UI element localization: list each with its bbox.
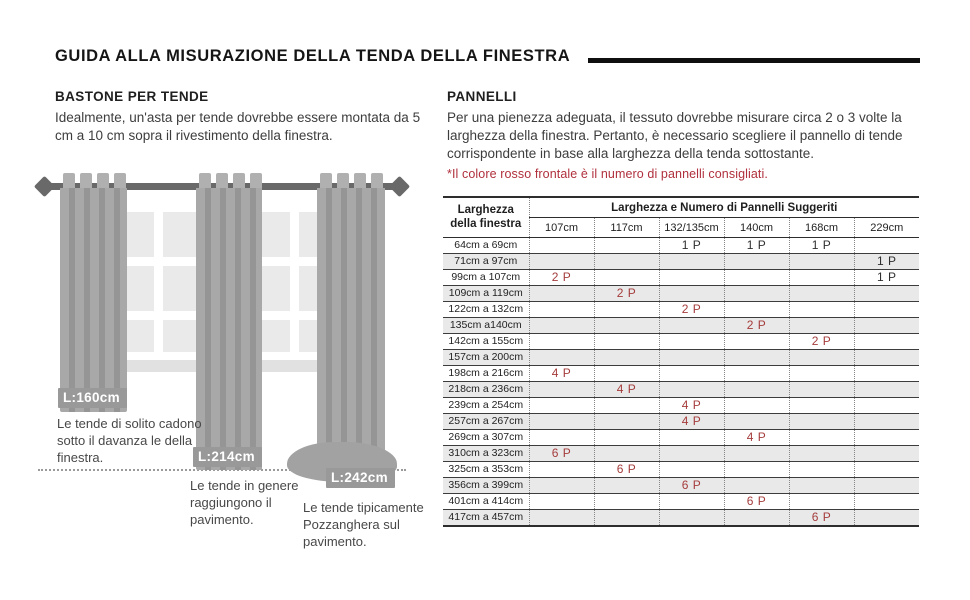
panel-count-cell: 4 P [529,366,594,382]
caption-puddle-length: Le tende tipicamente Pozzanghera sul pavimento. [303,500,424,549]
panel-count-cell [854,366,919,382]
panel-count-cell [659,494,724,510]
panel-count-cell [789,254,854,270]
panel-count-cell: 2 P [529,270,594,286]
row-label: 142cm a 155cm [443,334,529,350]
curtain-panel-puddle [317,188,385,460]
panel-count-cell [594,478,659,494]
panel-count-cell [854,382,919,398]
table-row [443,334,919,350]
panel-count-cell [724,414,789,430]
panel-count-cell [659,350,724,366]
caption-sill-length: Le tende di solito cadono sotto il davanza le della finestra. [57,416,202,465]
table-row [443,462,919,478]
panel-count-cell: 2 P [724,318,789,334]
panel-count-cell [529,510,594,527]
panel-count-cell [789,430,854,446]
column-header: 140cm [724,218,789,238]
panel-count-cell [659,286,724,302]
row-label: 218cm a 236cm [443,382,529,398]
panel-count-cell [659,430,724,446]
row-label: 64cm a 69cm [443,238,529,254]
column-header: 168cm [789,218,854,238]
corner-header: Larghezza della finestra [443,197,529,238]
panel-count-cell [789,414,854,430]
table-row [443,350,919,366]
panel-count-cell [854,318,919,334]
panel-count-cell: 6 P [789,510,854,527]
panel-count-cell [789,302,854,318]
row-label: 135cm a140cm [443,318,529,334]
panel-count-cell [529,302,594,318]
panel-count-cell [529,318,594,334]
length-label-160: L:160cm [58,388,127,408]
panel-count-cell [529,334,594,350]
panel-count-cell [724,446,789,462]
table-row [443,414,919,430]
rod-section-heading: BASTONE PER TENDE [55,89,209,104]
panel-count-cell [529,430,594,446]
panel-count-cell [594,334,659,350]
row-label: 401cm a 414cm [443,494,529,510]
panel-count-cell [724,398,789,414]
panel-count-cell [594,254,659,270]
table-row [443,366,919,382]
table-row [443,302,919,318]
row-label: 99cm a 107cm [443,270,529,286]
panel-count-cell: 2 P [594,286,659,302]
panel-count-cell [659,318,724,334]
panel-count-cell [659,462,724,478]
panel-count-cell [854,510,919,527]
table-row [443,430,919,446]
panel-count-cell [724,334,789,350]
caption-floor-length: Le tende in genere raggiungono il pavimento. [190,478,299,527]
table-row [443,446,919,462]
table-row [443,318,919,334]
panel-count-cell [789,494,854,510]
panel-count-cell [854,238,919,254]
panel-count-cell [594,446,659,462]
panel-count-cell [529,382,594,398]
column-header: 107cm [529,218,594,238]
panel-count-cell: 1 P [854,270,919,286]
panel-count-cell [529,350,594,366]
panel-count-cell [854,350,919,366]
panel-count-cell [659,270,724,286]
panel-count-cell [724,478,789,494]
panel-count-cell [594,270,659,286]
table-row [443,478,919,494]
rod-finial-right [389,176,410,197]
rod-section-body: Idealmente, un'asta per tende dovrebbe essere montata da 5 cm a 10 cm sopra il rivestimento della finestra. [55,110,421,143]
panel-count-cell [594,494,659,510]
panel-count-cell [529,286,594,302]
panel-count-cell [594,350,659,366]
panel-count-cell [529,398,594,414]
panel-count-cell [789,462,854,478]
table-row [443,382,919,398]
column-header: 229cm [854,218,919,238]
row-label: 157cm a 200cm [443,350,529,366]
panel-count-cell: 2 P [789,334,854,350]
panel-size-table [443,196,919,527]
panel-count-cell [854,494,919,510]
panel-count-cell: 4 P [659,398,724,414]
panel-count-cell [659,334,724,350]
panel-count-cell [594,398,659,414]
table-row [443,238,919,254]
table-row [443,286,919,302]
panel-count-cell [529,238,594,254]
panel-count-cell: 1 P [854,254,919,270]
panel-count-cell [724,254,789,270]
panel-count-cell: 6 P [659,478,724,494]
row-label: 198cm a 216cm [443,366,529,382]
panel-count-cell [789,366,854,382]
panel-count-cell [529,414,594,430]
panel-count-cell [724,462,789,478]
rod-finial-left [34,176,55,197]
panel-count-cell [594,318,659,334]
panel-count-cell [594,430,659,446]
row-label: 109cm a 119cm [443,286,529,302]
panel-count-cell [789,270,854,286]
table-row [443,510,919,527]
panel-count-cell [659,446,724,462]
panel-count-cell [659,382,724,398]
table-row [443,270,919,286]
panel-count-cell: 4 P [724,430,789,446]
panel-count-cell [789,398,854,414]
panel-count-cell: 1 P [724,238,789,254]
panel-count-cell: 6 P [594,462,659,478]
panel-count-cell [529,254,594,270]
panel-count-cell [724,270,789,286]
panel-count-cell [854,446,919,462]
panels-section-body: Per una pienezza adeguata, il tessuto dovrebbe misurare circa 2 o 3 volte la larghezza della finestra. Pertanto, è necessario scegliere il pannello di tende corrispondente in base alla larghezza della tenda sottostante. [447,110,903,161]
table-row [443,254,919,270]
curtain-panel-short [60,188,127,412]
row-label: 122cm a 132cm [443,302,529,318]
column-header: 117cm [594,218,659,238]
row-label: 417cm a 457cm [443,510,529,527]
curtain-illustration [38,168,424,560]
row-label: 310cm a 323cm [443,446,529,462]
panel-count-cell [659,510,724,527]
panel-count-cell [724,286,789,302]
panel-count-cell: 6 P [724,494,789,510]
panel-count-cell [854,478,919,494]
row-label: 356cm a 399cm [443,478,529,494]
panel-count-cell [789,446,854,462]
panel-count-cell [854,414,919,430]
panel-count-cell [724,510,789,527]
length-label-214: L:214cm [193,447,262,467]
panel-count-cell: 2 P [659,302,724,318]
panel-count-cell: 4 P [659,414,724,430]
row-label: 239cm a 254cm [443,398,529,414]
row-label: 257cm a 267cm [443,414,529,430]
panel-count-cell [789,350,854,366]
panel-count-cell [854,398,919,414]
panel-count-cell [594,366,659,382]
panel-count-cell [724,302,789,318]
panel-size-table-wrap [443,196,919,527]
panel-count-cell [854,334,919,350]
panel-count-cell [659,254,724,270]
length-label-242: L:242cm [326,468,395,488]
table-header-row-group [443,197,919,218]
panel-count-cell [789,382,854,398]
row-label: 71cm a 97cm [443,254,529,270]
panel-count-cell [724,366,789,382]
panel-count-cell [529,494,594,510]
panel-table-body [443,238,919,527]
group-header: Larghezza e Numero di Pannelli Suggeriti [529,197,919,218]
panel-count-cell [659,366,724,382]
panel-count-cell [529,462,594,478]
panel-count-cell [594,414,659,430]
panel-count-cell [529,478,594,494]
table-row [443,398,919,414]
panel-count-cell [854,286,919,302]
panel-count-cell [724,382,789,398]
panel-count-cell: 1 P [789,238,854,254]
column-header: 132/135cm [659,218,724,238]
table-row [443,494,919,510]
panel-count-cell: 1 P [659,238,724,254]
panel-count-cell [724,350,789,366]
panel-count-cell [594,510,659,527]
row-label: 325cm a 353cm [443,462,529,478]
panel-count-cell [789,318,854,334]
panel-count-cell: 6 P [529,446,594,462]
panel-count-cell [594,238,659,254]
panel-count-cell [594,302,659,318]
panel-count-cell [789,478,854,494]
row-label: 269cm a 307cm [443,430,529,446]
panel-count-cell: 4 P [594,382,659,398]
panel-count-cell [789,286,854,302]
red-panels-note: *Il colore rosso frontale è il numero di pannelli consigliati. [447,167,768,181]
panel-count-cell [854,430,919,446]
title-rule-line [588,58,920,63]
panel-count-cell [854,462,919,478]
panels-section-heading: PANNELLI [447,89,517,104]
panel-count-cell [854,302,919,318]
page-title: GUIDA ALLA MISURAZIONE DELLA TENDA DELLA FINESTRA [55,47,571,65]
